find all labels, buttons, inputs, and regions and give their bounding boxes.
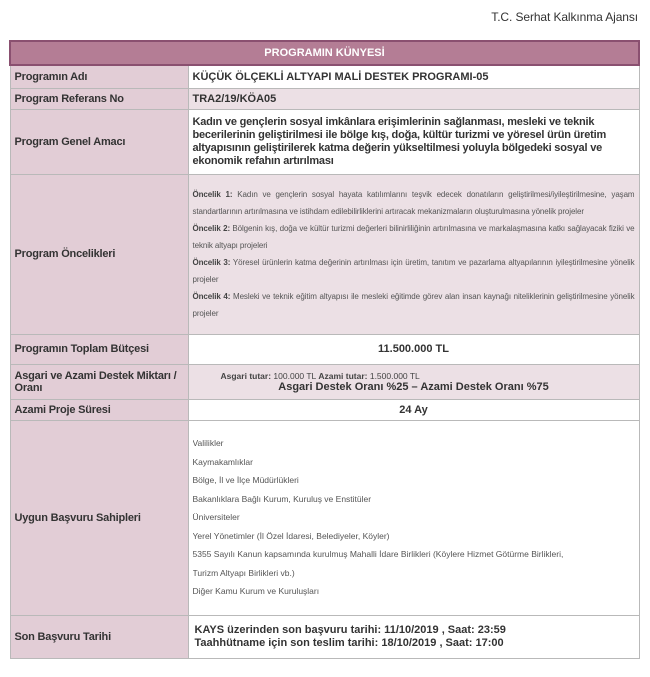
deadline-label: Son Başvuru Tarihi [10, 615, 188, 658]
row-deadline [10, 615, 639, 658]
row-reference-no [10, 88, 639, 109]
duration-value: 24 Ay [188, 399, 639, 420]
row-support-amount [10, 364, 639, 399]
priority-item [193, 220, 635, 254]
priority-item [193, 186, 635, 220]
priority-text: Yöresel ürünlerin katma değerinin artırılması için üretim, tanıtım ve pazarlama altyapılarının iyileştirilmesine yönelik projeler [192, 258, 635, 284]
general-aim-label: Program Genel Amacı [10, 109, 188, 174]
list-item: Turizm Altyapı Birlikleri vb.) [192, 567, 295, 578]
priority-text: Mesleki ve teknik eğitim altyapısı ile mesleki eğitimde görev alan insan kaynağı niteliklerinin geliştirilmesine yönelik projeler [192, 292, 635, 318]
support-amount-label: Asgari ve Azami Destek Miktarı / Oranı [10, 364, 188, 399]
priority-title: Öncelik 3: [192, 258, 231, 267]
agency-name: T.C. Serhat Kalkınma Ajansı [491, 10, 638, 24]
list-item: Yerel Yönetimler (İl Özel İdaresi, Belediyeler, Köyler) [192, 530, 390, 541]
row-budget [10, 334, 639, 364]
duration-label: Azami Proje Süresi [10, 399, 188, 420]
list-item: Diğer Kamu Kurum ve Kuruluşları [192, 586, 320, 597]
list-item: 5355 Sayılı Kanun kapsamında kurulmuş Mahalli İdare Birlikleri (Köylere Hizmet Götürme Birlikleri, [192, 549, 564, 560]
reference-no-label: Program Referans No [10, 88, 188, 109]
table-title-row [10, 41, 639, 65]
eligible-applicants-list [193, 428, 635, 607]
eligible-applicants-label: Uygun Başvuru Sahipleri [10, 420, 188, 615]
support-rate: Asgari Destek Oranı %25 – Azami Destek Oranı %75 [278, 380, 549, 393]
list-item: Üniversiteler [192, 512, 240, 523]
row-program-name [10, 65, 639, 88]
priority-item [193, 254, 635, 288]
priority-item [193, 288, 635, 322]
table-title: PROGRAMIN KÜNYESİ [10, 41, 639, 65]
row-eligible-applicants [10, 420, 639, 615]
support-min-max: Asgari tutar: 100.000 TL Azami tutar: 1.500.000 TL [220, 370, 420, 381]
priority-text: Kadın ve gençlerin sosyal hayata katılımlarını teşvik edecek donatıların geliştirilmesi/iyileştirilmesine, yaşam standartlarının artırılmasına ve istihdam edilebilirliklerini artıracak mekanizmaların oluşturulmasına yönelik projeler [192, 190, 635, 216]
budget-value: 11.500.000 TL [188, 334, 639, 364]
program-name-value: KÜÇÜK ÖLÇEKLİ ALTYAPI MALİ DESTEK PROGRAMI-05 [188, 65, 639, 88]
deadline-commitment: Taahhütname için son teslim tarihi: 18/10/2019 , Saat: 17:00 [194, 636, 504, 649]
row-priorities [10, 174, 639, 334]
priority-title: Öncelik 4: [192, 292, 231, 301]
priority-text: Bölgenin kış, doğa ve kültür turizmi değerleri bilinirliliğinin artırılmasına ve markalaşmasına katkı sağlayacak fiziki ve teknik altyapı projeleri [192, 224, 635, 250]
row-duration [10, 399, 639, 420]
list-item: Valilikler [192, 438, 224, 449]
priorities-label: Program Öncelikleri [10, 174, 188, 334]
deadline-kays: KAYS üzerinden son başvuru tarihi: 11/10/2019 , Saat: 23:59 [194, 623, 506, 636]
priority-title: Öncelik 1: [192, 190, 233, 199]
list-item: Kaymakamlıklar [192, 456, 253, 467]
program-name-label: Programın Adı [10, 65, 188, 88]
row-general-aim [10, 109, 639, 174]
list-item: Bölge, İl ve İlçe Müdürlükleri [192, 475, 299, 486]
reference-no-value: TRA2/19/KÖA05 [188, 88, 639, 109]
priority-title: Öncelik 2: [192, 224, 231, 233]
list-item: Bakanlıklara Bağlı Kurum, Kuruluş ve Enstitüler [192, 493, 372, 504]
priorities-list [193, 186, 635, 322]
budget-label: Programın Toplam Bütçesi [10, 334, 188, 364]
general-aim-value: Kadın ve gençlerin sosyal imkânlara erişimlerinin sağlanması, mesleki ve teknik becerilerinin geliştirilmesi ile bölge kış, doğa, kültür turizmi ve yöresel ürün üretim altyapısının geliştirilerek katma değerin yükseltilmesi yoluyla bölgedeki sosyal ve ekonomik refahın artırılması [192, 115, 607, 167]
program-info-table [9, 40, 640, 659]
